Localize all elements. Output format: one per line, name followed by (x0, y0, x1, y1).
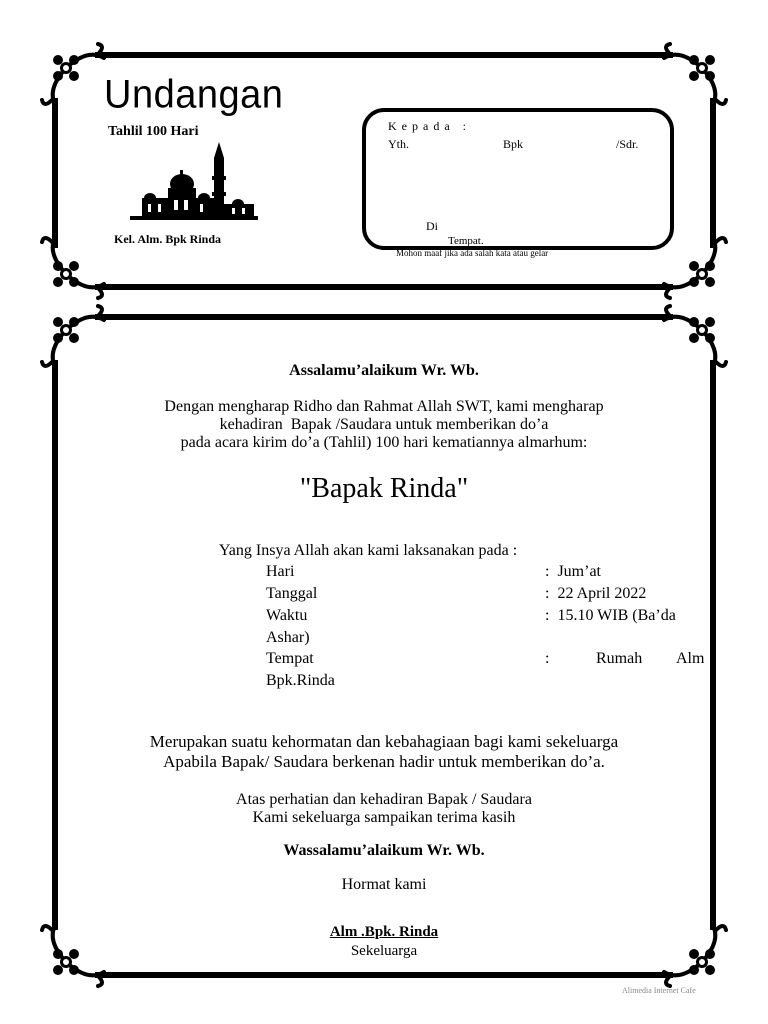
main-frame-left-line (52, 360, 58, 930)
hormat-kami: Hormat kami (341, 876, 427, 893)
tanggal-label: Tanggal (266, 585, 318, 602)
kepada-label: K e p a d a : (388, 119, 467, 133)
closing-line-2: Apabila Bapak/ Saudara berkenan hadir untuk memberikan do’a. (163, 752, 605, 771)
tanggal-value: : 22 April 2022 (545, 585, 647, 602)
family-label: Kel. Alm. Bpk Rinda (114, 232, 222, 246)
thanks-line-1: Atas perhatian dan kehadiran Bapak / Saudara (236, 791, 532, 808)
greeting: Assalamu’alaikum Wr. Wb. (289, 362, 479, 379)
thanks-line-2: Kami sekeluarga sampaikan terima kasih (252, 809, 516, 826)
intro-line-3: pada acara kirim do’a (Tahlil) 100 hari kematiannya almarhum: (180, 434, 588, 451)
tempat-label: Tempat. (448, 235, 484, 247)
hari-value: : Jum’at (545, 563, 601, 580)
corner-ornament-icon (38, 232, 108, 302)
signer-name: Alm .Bpk. Rinda (329, 924, 439, 940)
apology-note: Mohon maaf jika ada salah kata atau gelar (396, 248, 549, 258)
top-frame-bottom-line (95, 284, 673, 290)
main-frame-bottom-line (95, 972, 673, 978)
signer-subtitle: Sekeluarga (350, 943, 418, 959)
top-frame-right-line (710, 98, 716, 248)
corner-ornament-icon (660, 232, 730, 302)
di-label: Di (426, 219, 438, 233)
yth-label: Yth. (388, 137, 409, 151)
mosque-icon (128, 140, 260, 222)
corner-ornament-icon (38, 40, 108, 110)
tempat-label-detail: Tempat (266, 650, 314, 667)
closing-line-1: Merupakan suatu kehormatan dan kebahagiaan bagi kami sekeluarga (149, 732, 619, 751)
invitation-title: Undangan (104, 72, 284, 118)
hari-label: Hari (266, 563, 295, 580)
tempat-value-2: Alm (676, 650, 705, 667)
waktu-value: : 15.10 WIB (Ba’da (545, 607, 676, 624)
deceased-name: "Bapak Rinda" (299, 473, 469, 504)
watermark-text: Alimedia Internet Cafe (622, 986, 696, 995)
event-subtitle: Tahlil 100 Hari (108, 124, 199, 139)
schedule-intro: Yang Insya Allah akan kami laksanakan pada : (218, 542, 518, 559)
corner-ornament-icon (660, 40, 730, 110)
bpk-label: Bpk (503, 137, 524, 151)
intro-line-1: Dengan mengharap Ridho dan Rahmat Allah SWT, kami mengharap (164, 398, 604, 415)
tempat-value-1: Rumah (596, 650, 643, 667)
top-frame-top-line (95, 52, 673, 58)
intro-line-2: kehadiran Bapak /Saudara untuk memberikan do’a (219, 416, 549, 433)
tempat-colon: : (545, 650, 550, 667)
top-frame-left-line (52, 98, 58, 248)
waktu-continued: Ashar) (266, 629, 310, 646)
tempat-continued: Bpk.Rinda (266, 672, 335, 689)
waktu-label: Waktu (266, 607, 308, 624)
closing-salam: Wassalamu’alaikum Wr. Wb. (283, 842, 485, 859)
main-frame-top-line (95, 314, 673, 320)
main-frame-right-line (710, 360, 716, 930)
sdr-label: /Sdr. (616, 137, 639, 151)
